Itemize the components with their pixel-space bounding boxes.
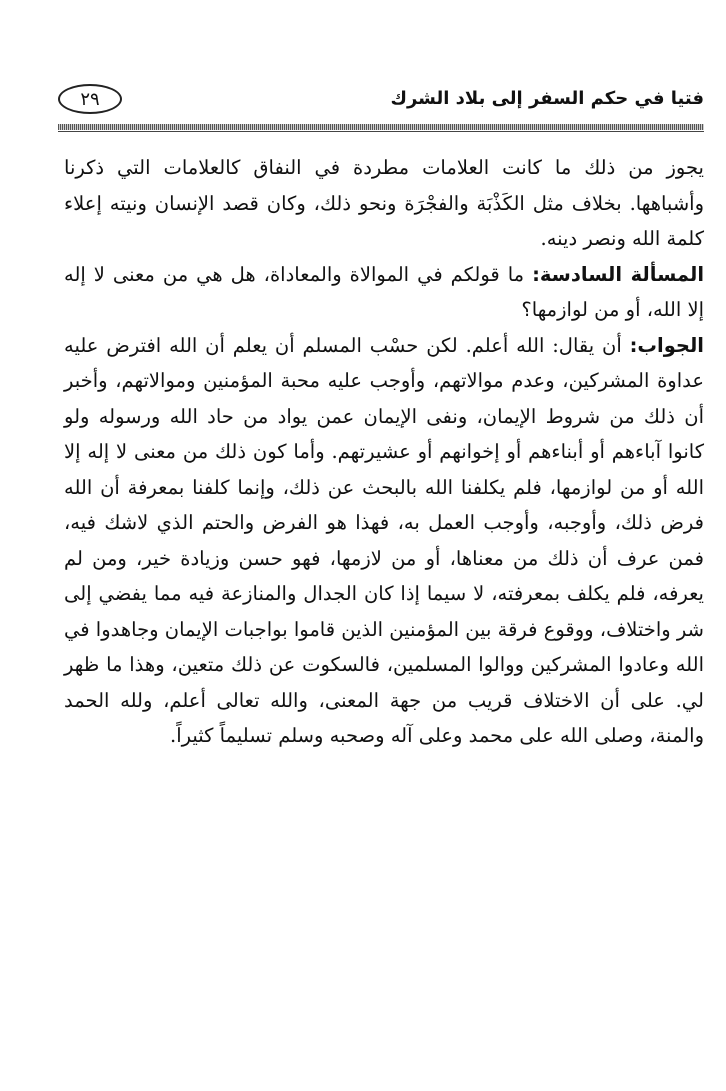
question-paragraph [64, 257, 704, 328]
page-number: ٢٩ [58, 84, 122, 114]
body-text [64, 150, 704, 754]
question-text: ما قولكم في الموالاة والمعاداة، هل هي من معنى لا إله إلا الله، أو من لوازمها؟ [64, 262, 704, 321]
question-label: المسألة السادسة: [532, 262, 704, 286]
paragraph-1: يجوز من ذلك ما كانت العلامات مطردة في النفاق كالعلامات التي ذكرنا وأشباهها. بخلاف مثل الكَذْبَة والفجْرَة ونحو ذلك، وكان قصد الإنسان ونيته إعلاء كلمة الله ونصر دينه. [64, 156, 704, 250]
header-rule [58, 124, 704, 132]
answer-label: الجواب: [629, 333, 704, 357]
page-header [58, 82, 704, 124]
running-title: فتيا في حكم السفر إلى بلاد الشرك [390, 88, 704, 109]
answer-text: أن يقال: الله أعلم. لكن حسْب المسلم أن يعلم أن الله افترض عليه عداوة المشركين، وعدم موالاتهم، وأوجب عليه محبة المؤمنين وموالاتهم، وأخبر أن ذلك من شروط الإيمان، ونفى الإيمان عمن يواد من حاد الله ورسوله ولو كانوا آباءهم أو أبناءهم أو إخوانهم أو عشيرتهم. وأما كون ذلك من معنى لا إله إلا الله أو من لوازمها، فلم يكلفنا الله بالبحث عن ذلك، وإنما كلفنا بمعرفة أن الله فرض ذلك، وأوجبه، وأوجب العمل به، فهذا هو الفرض والحتم الذي لاشك فيه، فمن عرف أن ذلك من معناها، أو من لازمها، فهو حسن وزيادة خير، ومن لم يعرفه، فلم يكلف بمعرفته، لا سيما إذا كان الجدال والمنازعة فيه مما يفضي إلى شر واختلاف، ووقوع فرقة بين المؤمنين الذين قاموا بواجبات الإيمان وجاهدوا في الله وعادوا المشركين ووالوا المسلمين، فالسكوت عن ذلك متعين، وهذا ما ظهر لي. على أن الاختلاف قريب من جهة المعنى، والله تعالى أعلم، ولله الحمد والمنة، وصلى الله على محمد وعلى آله وصحبه وسلم تسليماً كثيراً. [64, 333, 704, 747]
answer-paragraph [64, 328, 704, 754]
